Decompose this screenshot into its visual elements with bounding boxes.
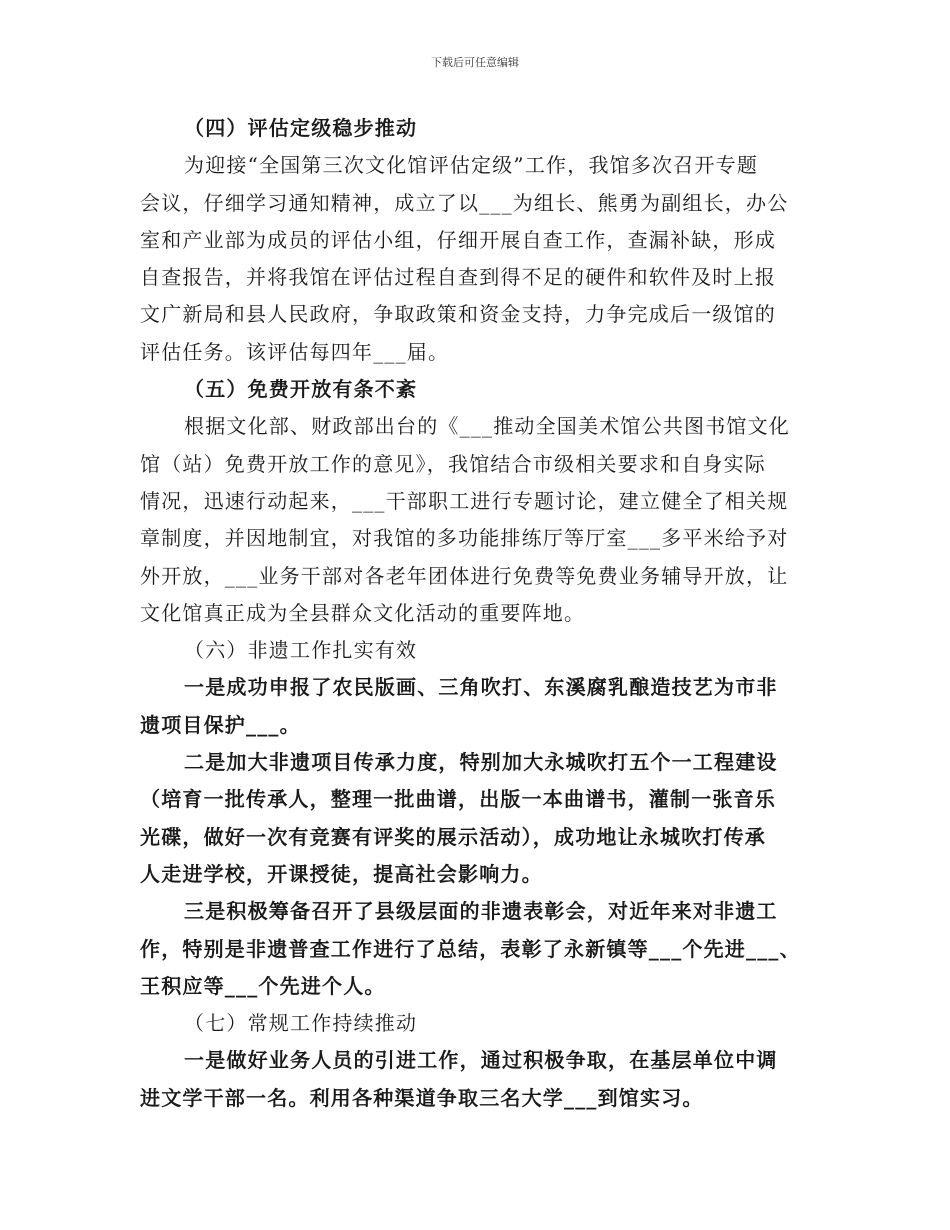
paragraph-line: 一是成功申报了农民版画、三角吹打、东溪腐乳酿造技艺为市非 [184, 675, 778, 700]
paragraph-line: 三是积极筹备召开了县级层面的非遗表彰会，对近年来对非遗工 [184, 899, 778, 924]
page-header: 下载后可任意编辑 [431, 56, 519, 69]
paragraph-line: 情况，迅速行动起来，___干部职工进行专题讨论，建立健全了相关规 [140, 488, 789, 513]
paragraph-line: 为迎接“全国第三次文化馆评估定级”工作，我馆多次召开专题 [184, 153, 759, 178]
document-body [140, 110, 812, 1117]
paragraph-line: 室和产业部为成员的评估小组，仔细开展自查工作，查漏补缺，形成 [140, 227, 776, 252]
paragraph-line: 馆（站）免费开放工作的意见》，我馆结合市级相关要求和自身实际 [140, 451, 766, 476]
paragraph-line: 章制度，并因地制宜，对我馆的多功能排练厅等厅室___多平米给予对 [140, 526, 789, 551]
paragraph-line: 作，特别是非遗普查工作进行了总结，表彰了永新镇等___个先进___、 [140, 936, 801, 961]
paragraph-line: 文化馆真正成为全县群众文化活动的重要阵地。 [140, 600, 586, 625]
paragraph-line: 人走进学校，开课授徒，提高社会影响力。 [140, 861, 543, 886]
paragraph-line: 王积应等___个先进个人。 [140, 973, 386, 998]
paragraph-line: 会议，仔细学习通知精神，成立了以___为组长、熊勇为副组长，办公 [140, 190, 789, 215]
paragraph-line: （培育一批传承人，整理一批曲谱，出版一本曲谱书，灌制一张音乐 [140, 787, 776, 812]
paragraph-line: 外开放，___业务干部对各老年团体进行免费等免费业务辅导开放，让 [140, 563, 789, 588]
section-heading: （五）免费开放有条不紊 [184, 377, 418, 402]
section-heading: （四）评估定级稳步推动 [184, 116, 418, 140]
paragraph-line: 一是做好业务人员的引进工作，通过积极争取，在基层单位中调 [184, 1048, 778, 1073]
paragraph-line: 根据文化部、财政部出台的《___推动全国美术馆公共图书馆文化 [184, 414, 790, 439]
paragraph-line: 光碟，做好一次有竞赛有评奖的展示活动），成功地让永城吹打传承 [140, 824, 766, 849]
section-heading: （七）常规工作持续推动 [184, 1011, 418, 1036]
paragraph-line: 遗项目保护___。 [140, 712, 301, 737]
paragraph-line: 自查报告，并将我馆在评估过程自查到得不足的硬件和软件及时上报 [140, 265, 776, 290]
paragraph-line: 文广新局和县人民政府，争取政策和资金支持，力争完成后一级馆的 [140, 302, 776, 327]
paragraph-line: 二是加大非遗项目传承力度，特别加大永城吹打五个一工程建设 [184, 750, 778, 775]
section-heading: （六）非遗工作扎实有效 [184, 638, 418, 663]
paragraph-line: 进文学干部一名。利用各种渠道争取三名大学___到馆实习。 [140, 1085, 704, 1110]
paragraph-line: 评估任务。该评估每四年___届。 [140, 339, 450, 364]
